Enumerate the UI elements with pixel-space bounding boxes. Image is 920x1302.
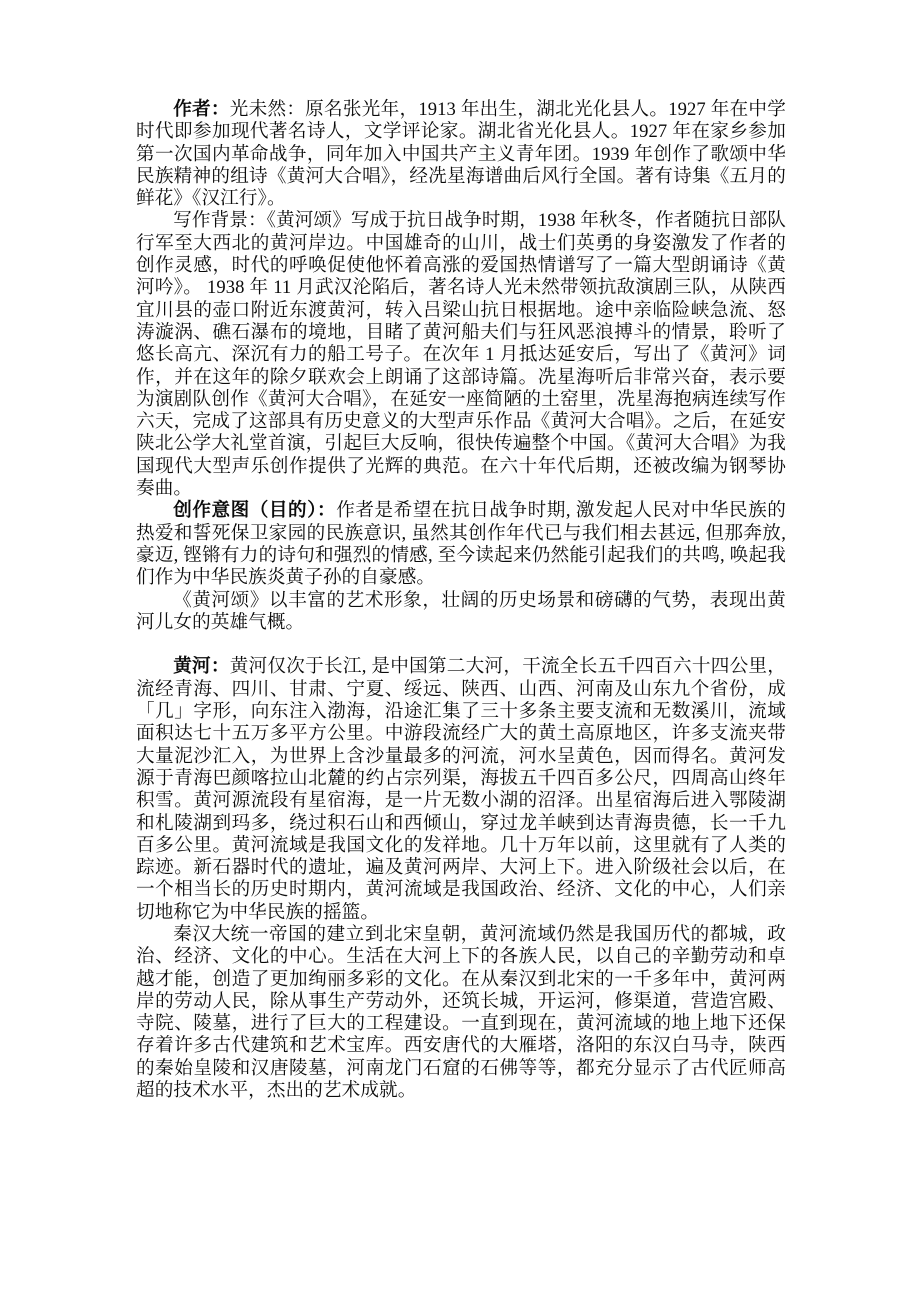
paragraph-text-qin-han: 秦汉大统一帝国的建立到北宋皇朝，黄河流域仍然是我国历代的都城，政治、经济、文化的中心。生活在大河上下的各族人民，以自己的辛勤劳动和卓越才能，创造了更加绚丽多彩的文化。在从秦汉到北宋的一千多年中，黄河两岸的劳动人民，除从事生产劳动外，还筑长城，开运河，修渠道，营造宫殿、寺院、陵墓，进行了巨大的工程建设。一直到现在，黄河流域的地上地下还保存着许多古代建筑和艺术宝库。西安唐代的大雁塔，洛阳的东汉白马寺，陕西的秦始皇陵和汉唐陵墓，河南龙门石窟的石佛等等，都充分显示了古代匠师高超的技术水平，杰出的艺术成就。: [136, 923, 786, 1102]
paragraph-text-yellow-river: 黄河仅次于长江, 是中国第二大河，干流全长五千四百六十四公里，流经青海、四川、甘肃、宁夏、绥远、陕西、山西、河南及山东九个省份，成「几」字形，向东注入渤海，沿途汇集了三十多条主要支流和无数溪川，流域面积达七十五万多平方公里。中游段流经广大的黄土高原地区，许多支流夹带大量泥沙汇入，为世界上含沙量最多的河流，河水呈黄色，因而得名。黄河发源于青海巴颜喀拉山北麓的约占宗列渠，海拔五千四百多公尺，四周高山终年积雪。黄河源流段有星宿海，是一片无数小湖的沼泽。出星宿海后进入鄂陵湖和札陵湖到玛多，绕过积石山和西倾山，穿过龙羊峡到达青海贵德，长一千九百多公里。黄河流域是我国文化的发祥地。几十万年以前，这里就有了人类的踪迹。新石器时代的遗址，遍及黄河两岸、大河上下。进入阶级社会以后，在一个相当长的历史时期内，黄河流域是我国政治、经济、文化的中心，人们亲切地称它为中华民族的摇篮。: [136, 656, 786, 923]
paragraph-text-intent: 作者是希望在抗日战争时期, 激发起人民对中华民族的热爱和誓死保卫家园的民族意识, 虽然其创作年代已与我们相去甚远, 但那奔放, 豪迈, 铿锵有力的诗句和强烈的情感, 至今读起来仍然能引起我们的共鸣, 唤起我们作为中华民族炎黄子孙的自豪感。: [136, 500, 786, 589]
paragraph-text-summary: 《黄河颂》以丰富的艺术形象，壮阔的历史场景和磅礴的气势，表现出黄河儿女的英雄气概。: [136, 589, 786, 633]
paragraph-lead-author: 作者：: [173, 99, 230, 120]
paragraph-background: [136, 210, 786, 500]
blank-line-separator: [136, 634, 786, 656]
paragraph-lead-yellow-river: 黄河：: [173, 656, 230, 678]
document-text-body: [136, 99, 786, 1102]
paragraph-text-author: 光未然：原名张光年，1913 年出生，湖北光化县人。1927 年在中学时代即参加现代著名诗人，文学评论家。湖北省光化县人。1927 年在家乡参加第一次国内革命战争，同年加入中国共产主义青年团。1939 年创作了歌颂中华民族精神的组诗《黄河大合唱》，经冼星海谱曲后风行全国。著有诗集《五月的鲜花》《汉江行》。: [136, 99, 786, 210]
paragraph-qin-han: [136, 924, 786, 1102]
paragraph-summary: [136, 590, 786, 635]
paragraph-lead-background: 写作背景：: [173, 210, 267, 232]
paragraph-yellow-river: [136, 656, 786, 924]
paragraph-lead-intent: 创作意图（目的）：: [173, 500, 337, 522]
paragraph-intent: [136, 500, 786, 589]
paragraph-author: [136, 99, 786, 210]
paragraph-text-background: 《黄河颂》写成于抗日战争时期，1938 年秋冬，作者随抗日部队行军至大西北的黄河岸边。中国雄奇的山川，战士们英勇的身姿激发了作者的创作灵感，时代的呼唤促使他怀着高涨的爱国热情谱写了一篇大型朗诵诗《黄河吟》。 1938 年 11 月武汉沦陷后，著名诗人光未然带领抗敌演剧三队，从陕西宜川县的壶口附近东渡黄河，转入吕梁山抗日根据地。途中亲临险峡急流、怒涛漩涡、礁石瀑布的境地，目睹了黄河船夫们与狂风恶浪搏斗的情景，聆听了悠长高亢、深沉有力的船工号子。在次年 1 月抵达延安后，写出了《黄河》词作，并在这年的除夕联欢会上朗诵了这部诗篇。冼星海听后非常兴奋，表示要为演剧队创作《黄河大合唱》，在延安一座简陋的土窑里，冼星海抱病连续写作六天，完成了这部具有历史意义的大型声乐作品《黄河大合唱》。之后，在延安陕北公学大礼堂首演，引起巨大反响，很快传遍整个中国。《黄河大合唱》为我国现代大型声乐创作提供了光辉的典范。在六十年代后期，还被改编为钢琴协奏曲。: [136, 210, 786, 500]
